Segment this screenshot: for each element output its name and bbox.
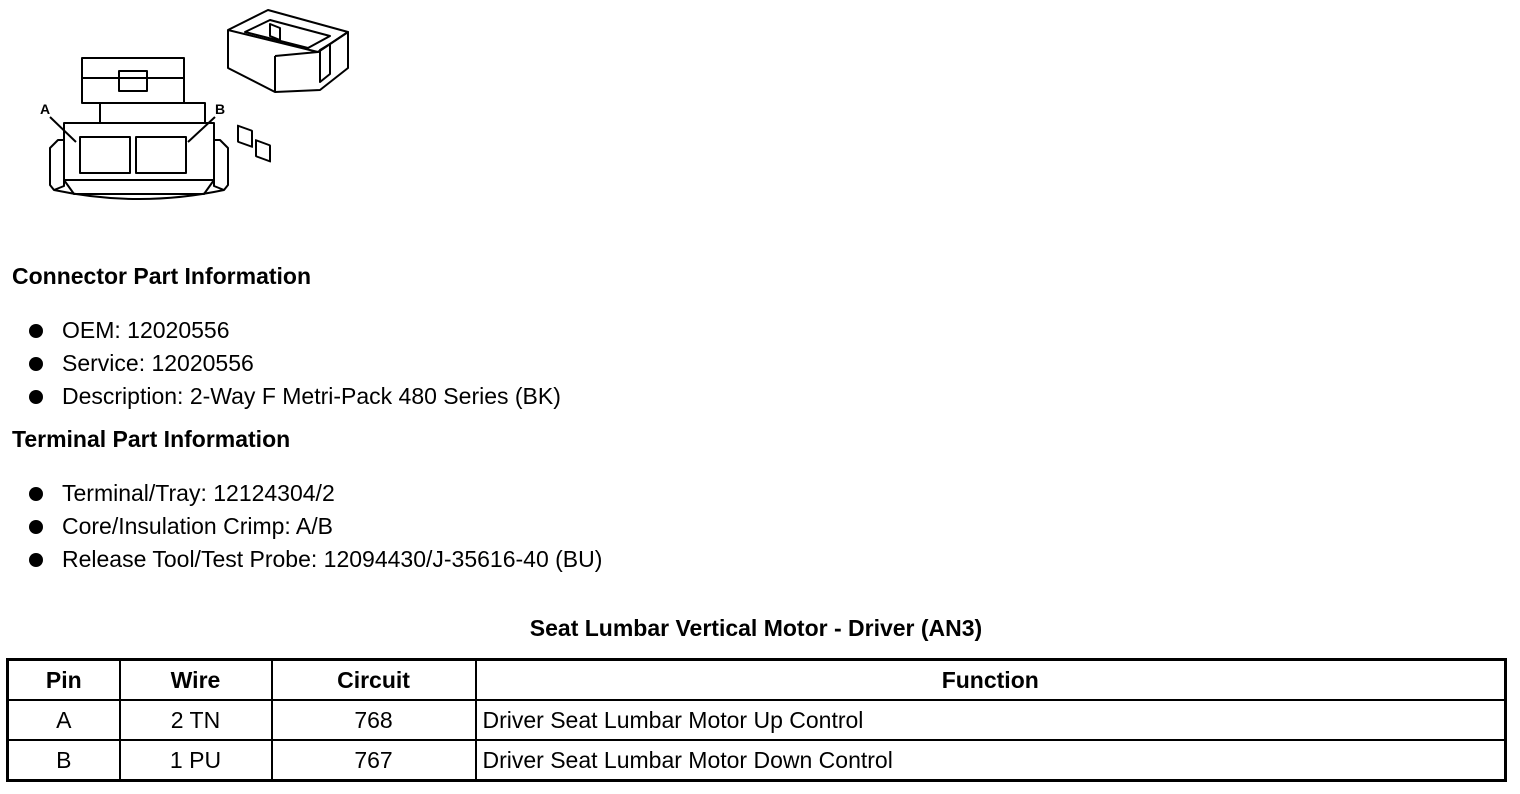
- pin-cell: B: [8, 740, 120, 781]
- wire-column-header: Wire: [120, 660, 272, 701]
- table-header-row: [8, 660, 1506, 701]
- release-tool-value: Release Tool/Test Probe: 12094430/J-35616-40 (BU): [62, 546, 603, 572]
- list-item: [0, 314, 561, 347]
- connector-part-info-heading: Connector Part Information: [12, 263, 312, 289]
- pinout-table: [6, 658, 1507, 782]
- terminal-info-list: [0, 477, 602, 576]
- bullet-icon: [29, 553, 43, 567]
- connector-illustrations: [30, 0, 370, 215]
- function-column-header: Function: [476, 660, 1506, 701]
- circuit-cell: 768: [272, 700, 476, 740]
- function-cell: Driver Seat Lumbar Motor Down Control: [476, 740, 1506, 781]
- terminal-part-info-heading: Terminal Part Information: [12, 426, 291, 452]
- bullet-icon: [29, 390, 43, 404]
- list-item: [0, 380, 561, 413]
- wire-cell: 2 TN: [120, 700, 272, 740]
- terminal-tray-value: Terminal/Tray: 12124304/2: [62, 480, 335, 506]
- pin-a-label: A: [40, 101, 51, 117]
- circuit-column-header: Circuit: [272, 660, 476, 701]
- table-row: [8, 700, 1506, 740]
- list-item: [0, 477, 602, 510]
- pin-cell: A: [8, 700, 120, 740]
- function-cell: Driver Seat Lumbar Motor Up Control: [476, 700, 1506, 740]
- service-value: Service: 12020556: [62, 350, 254, 376]
- pin-b-leader-line: [188, 117, 215, 142]
- description-value: Description: 2-Way F Metri-Pack 480 Series (BK): [62, 383, 561, 409]
- bullet-icon: [29, 324, 43, 338]
- pin-b-label: B: [215, 101, 226, 117]
- list-item: [0, 543, 602, 576]
- list-item: [0, 510, 602, 543]
- connector-face-view: [50, 58, 228, 199]
- crimp-value: Core/Insulation Crimp: A/B: [62, 513, 334, 539]
- wire-cell: 1 PU: [120, 740, 272, 781]
- bullet-icon: [29, 520, 43, 534]
- list-item: [0, 347, 561, 380]
- connector-drawing: [30, 0, 370, 215]
- oem-value: OEM: 12020556: [62, 317, 230, 343]
- pin-column-header: Pin: [8, 660, 120, 701]
- connector-isometric-view: [228, 10, 348, 161]
- bullet-icon: [29, 357, 43, 371]
- table-row: [8, 740, 1506, 781]
- connector-info-list: [0, 314, 561, 413]
- bullet-icon: [29, 487, 43, 501]
- table-title: Seat Lumbar Vertical Motor - Driver (AN3): [529, 615, 983, 641]
- circuit-cell: 767: [272, 740, 476, 781]
